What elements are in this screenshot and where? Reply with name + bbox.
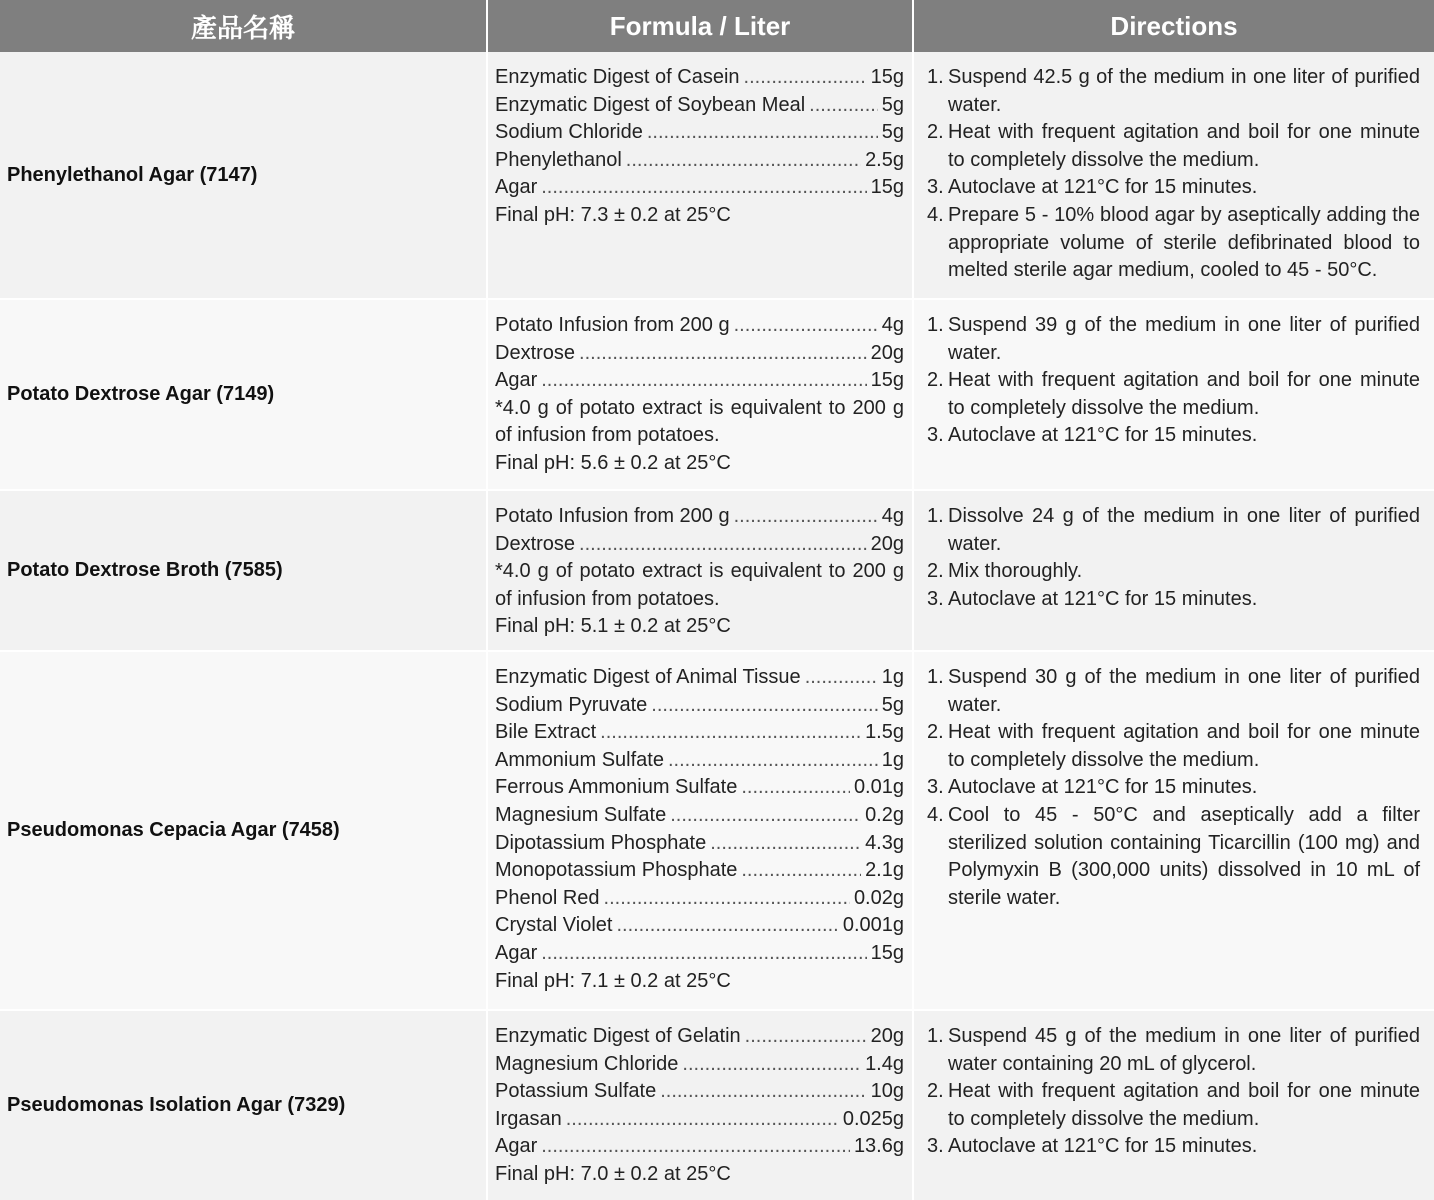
leader-dots <box>541 174 866 202</box>
formula-cell <box>488 652 914 1009</box>
step-text: Heat with frequent agitation and boil for one minute to completely dissolve the medium. <box>948 1080 1420 1130</box>
ingredient-label: Dipotassium Phosphate <box>495 831 707 854</box>
ingredient-label: Ferrous Ammonium Sulfate <box>495 776 738 799</box>
ingredient-line <box>495 312 904 340</box>
step-number: 2. <box>927 121 944 144</box>
step-text: Suspend 39 g of the medium in one liter of purified water. <box>948 314 1420 364</box>
ingredient-amount: 5g <box>881 693 904 716</box>
ingredient-label: Agar <box>495 176 538 199</box>
ingredient-line <box>495 1078 904 1106</box>
leader-dots <box>651 692 877 720</box>
direction-step <box>927 367 1420 422</box>
step-text: Suspend 45 g of the medium in one liter of purified water containing 20 mL of glycerol. <box>948 1025 1420 1075</box>
step-number: 3. <box>927 776 944 799</box>
leader-dots <box>741 857 861 885</box>
ingredient-line <box>495 940 904 968</box>
step-text: Autoclave at 121°C for 15 minutes. <box>948 776 1258 799</box>
ingredient-line <box>495 885 904 913</box>
ingredient-amount: 0.2g <box>865 803 904 826</box>
ingredient-amount: 20g <box>870 532 904 555</box>
step-number: 3. <box>927 1135 944 1158</box>
leader-dots <box>809 92 878 120</box>
header-directions: Directions <box>1110 10 1238 41</box>
ingredient-label: Magnesium Chloride <box>495 1052 679 1075</box>
extract-note: *4.0 g of potato extract is equivalent to 200 g of infusion from potatoes. <box>495 396 904 447</box>
step-text: Autoclave at 121°C for 15 minutes. <box>948 176 1258 199</box>
final-ph: Final pH: 7.0 ± 0.2 at 25°C <box>495 1162 731 1185</box>
table-row <box>0 1011 1434 1200</box>
ingredient-label: Sodium Chloride <box>495 121 643 144</box>
final-ph: Final pH: 7.3 ± 0.2 at 25°C <box>495 203 731 226</box>
step-number: 4. <box>927 203 944 226</box>
final-ph: Final pH: 7.1 ± 0.2 at 25°C <box>495 969 731 992</box>
leader-dots <box>745 1023 867 1051</box>
ingredient-line <box>495 503 904 531</box>
step-number: 2. <box>927 1080 944 1103</box>
ingredient-label: Potato Infusion from 200 g <box>495 314 730 336</box>
step-number: 1. <box>927 666 944 688</box>
step-text: Prepare 5 - 10% blood agar by aseptically adding the appropriate volume of sterile defibrinated blood to melted sterile agar medium, cooled to 45 - 50°C. <box>948 203 1420 282</box>
formula-cell <box>488 52 914 298</box>
leader-dots <box>541 940 866 968</box>
step-number: 1. <box>927 1025 944 1047</box>
leader-dots <box>626 147 861 175</box>
direction-step <box>927 202 1420 285</box>
ingredient-label: Irgasan <box>495 1107 562 1130</box>
direction-step <box>927 119 1420 174</box>
ingredient-label: Magnesium Sulfate <box>495 803 667 826</box>
ingredient-amount: 15g <box>870 66 904 88</box>
step-number: 2. <box>927 560 944 583</box>
step-text: Autoclave at 121°C for 15 minutes. <box>948 424 1258 447</box>
ingredient-amount: 0.02g <box>853 886 904 909</box>
ingredient-label: Agar <box>495 941 538 964</box>
leader-dots <box>668 747 878 775</box>
ingredient-label: Agar <box>495 1135 538 1158</box>
leader-dots <box>710 830 861 858</box>
direction-step <box>927 422 1420 450</box>
step-text: Mix thoroughly. <box>948 560 1083 583</box>
ingredient-label: Enzymatic Digest of Animal Tissue <box>495 666 801 688</box>
ingredient-line <box>495 174 904 202</box>
step-text: Heat with frequent agitation and boil for one minute to completely dissolve the medium. <box>948 369 1420 419</box>
formula-cell <box>488 300 914 489</box>
leader-dots <box>741 774 850 802</box>
ingredient-amount: 20g <box>870 341 904 364</box>
ingredient-line <box>495 857 904 885</box>
header-product-name: 產品名稱 <box>0 0 488 52</box>
leader-dots <box>734 503 878 531</box>
ingredient-line <box>495 719 904 747</box>
final-ph: Final pH: 5.1 ± 0.2 at 25°C <box>495 615 731 638</box>
ingredient-amount: 0.01g <box>853 776 904 799</box>
leader-dots <box>541 1133 850 1161</box>
ingredient-amount: 1g <box>881 748 904 771</box>
step-number: 3. <box>927 587 944 610</box>
ingredient-amount: 13.6g <box>853 1135 904 1158</box>
direction-step <box>927 312 1420 367</box>
ingredient-amount: 1.5g <box>865 721 904 744</box>
step-number: 2. <box>927 369 944 392</box>
ingredient-label: Enzymatic Digest of Gelatin <box>495 1025 741 1047</box>
leader-dots <box>541 367 866 395</box>
step-number: 3. <box>927 176 944 199</box>
ingredient-amount: 4.3g <box>865 831 904 854</box>
ingredient-amount: 4g <box>881 314 904 336</box>
direction-step <box>927 802 1420 912</box>
ingredient-amount: 2.1g <box>865 859 904 882</box>
ingredient-label: Crystal Violet <box>495 914 613 937</box>
ingredient-line <box>495 912 904 940</box>
ingredient-label: Enzymatic Digest of Casein <box>495 66 740 88</box>
formula-cell <box>488 491 914 650</box>
ingredient-line <box>495 664 904 692</box>
ingredient-amount: 15g <box>870 176 904 199</box>
extract-note: *4.0 g of potato extract is equivalent to 200 g of infusion from potatoes. <box>495 560 904 610</box>
leader-dots <box>579 340 867 368</box>
ingredient-amount: 15g <box>870 941 904 964</box>
step-text: Heat with frequent agitation and boil for one minute to completely dissolve the medium. <box>948 121 1420 171</box>
leader-dots <box>600 719 861 747</box>
table-header <box>0 0 1434 52</box>
ingredient-label: Ammonium Sulfate <box>495 748 664 771</box>
step-text: Heat with frequent agitation and boil for one minute to completely dissolve the medium. <box>948 721 1420 771</box>
ingredient-label: Bile Extract <box>495 721 597 744</box>
direction-step <box>927 664 1420 719</box>
ingredient-line <box>495 830 904 858</box>
direction-step <box>927 558 1420 586</box>
direction-step <box>927 719 1420 774</box>
ingredient-amount: 5g <box>881 93 904 116</box>
directions-cell <box>914 491 1434 650</box>
step-text: Suspend 42.5 g of the medium in one liter of purified water. <box>948 66 1420 116</box>
leader-dots <box>660 1078 866 1106</box>
ingredient-label: Enzymatic Digest of Soybean Meal <box>495 93 806 116</box>
leader-dots <box>604 885 850 913</box>
step-number: 2. <box>927 721 944 744</box>
leader-dots <box>579 531 867 559</box>
direction-step <box>927 174 1420 202</box>
ingredient-line <box>495 92 904 120</box>
direction-step <box>927 1078 1420 1133</box>
ingredient-line <box>495 1106 904 1134</box>
ingredient-line <box>495 64 904 92</box>
product-name: Pseudomonas Cepacia Agar (7458) <box>0 652 488 1009</box>
product-name: Potato Dextrose Agar (7149) <box>0 300 488 489</box>
table-row <box>0 491 1434 650</box>
ingredient-line <box>495 367 904 395</box>
directions-cell <box>914 300 1434 489</box>
ingredient-line <box>495 1051 904 1079</box>
leader-dots <box>734 312 878 340</box>
product-name: Pseudomonas Isolation Agar (7329) <box>0 1011 488 1200</box>
table-row <box>0 52 1434 298</box>
ingredient-amount: 0.025g <box>842 1107 904 1130</box>
ingredient-line <box>495 692 904 720</box>
ingredient-label: Dextrose <box>495 341 576 364</box>
table-row <box>0 300 1434 489</box>
ingredient-line <box>495 340 904 368</box>
ingredient-line <box>495 147 904 175</box>
ingredient-label: Potassium Sulfate <box>495 1080 657 1103</box>
ingredient-line <box>495 119 904 147</box>
step-text: Autoclave at 121°C for 15 minutes. <box>948 587 1258 610</box>
header-formula: Formula / Liter <box>488 0 914 52</box>
direction-step <box>927 586 1420 614</box>
direction-step <box>927 503 1420 558</box>
direction-step <box>927 1133 1420 1161</box>
ingredient-line <box>495 531 904 559</box>
leader-dots <box>805 664 878 692</box>
formula-cell <box>488 1011 914 1200</box>
ingredient-label: Potato Infusion from 200 g <box>495 505 730 527</box>
step-text: Cool to 45 - 50°C and aseptically add a filter sterilized solution containing Ticarcillin (100 mg) and Polymyxin B (300,000 units) dissolved in 10 mL of sterile water. <box>948 803 1420 909</box>
step-number: 1. <box>927 66 944 88</box>
ingredient-amount: 1.4g <box>865 1052 904 1075</box>
step-number: 1. <box>927 314 944 336</box>
direction-step <box>927 64 1420 119</box>
step-text: Autoclave at 121°C for 15 minutes. <box>948 1135 1258 1158</box>
step-number: 4. <box>927 803 944 826</box>
leader-dots <box>670 802 861 830</box>
leader-dots <box>566 1106 839 1134</box>
ingredient-amount: 4g <box>881 505 904 527</box>
step-number: 1. <box>927 505 944 527</box>
direction-step <box>927 774 1420 802</box>
ingredient-label: Sodium Pyruvate <box>495 693 648 716</box>
ingredient-line <box>495 1133 904 1161</box>
directions-cell <box>914 652 1434 1009</box>
step-text: Suspend 30 g of the medium in one liter of purified water. <box>948 666 1420 716</box>
ingredient-label: Phenylethanol <box>495 148 622 171</box>
step-number: 3. <box>927 424 944 447</box>
ingredient-line <box>495 774 904 802</box>
step-text: Dissolve 24 g of the medium in one liter of purified water. <box>948 505 1420 555</box>
ingredient-amount: 1g <box>881 666 904 688</box>
ingredient-line <box>495 747 904 775</box>
leader-dots <box>616 912 838 940</box>
leader-dots <box>682 1051 861 1079</box>
product-name: Potato Dextrose Broth (7585) <box>0 491 488 650</box>
ingredient-amount: 20g <box>870 1025 904 1047</box>
ingredient-amount: 5g <box>881 121 904 144</box>
final-ph: Final pH: 5.6 ± 0.2 at 25°C <box>495 451 731 474</box>
directions-cell <box>914 1011 1434 1200</box>
ingredient-label: Phenol Red <box>495 886 600 909</box>
ingredient-amount: 0.001g <box>842 914 904 937</box>
direction-step <box>927 1023 1420 1078</box>
ingredient-amount: 15g <box>870 369 904 392</box>
table-row <box>0 652 1434 1009</box>
ingredient-label: Dextrose <box>495 532 576 555</box>
ingredient-label: Monopotassium Phosphate <box>495 859 738 882</box>
leader-dots <box>744 64 867 92</box>
leader-dots <box>647 119 878 147</box>
ingredient-label: Agar <box>495 369 538 392</box>
ingredient-amount: 2.5g <box>865 148 904 171</box>
ingredient-line <box>495 802 904 830</box>
ingredient-line <box>495 1023 904 1051</box>
ingredient-amount: 10g <box>870 1080 904 1103</box>
directions-cell <box>914 52 1434 298</box>
product-name: Phenylethanol Agar (7147) <box>0 52 488 298</box>
